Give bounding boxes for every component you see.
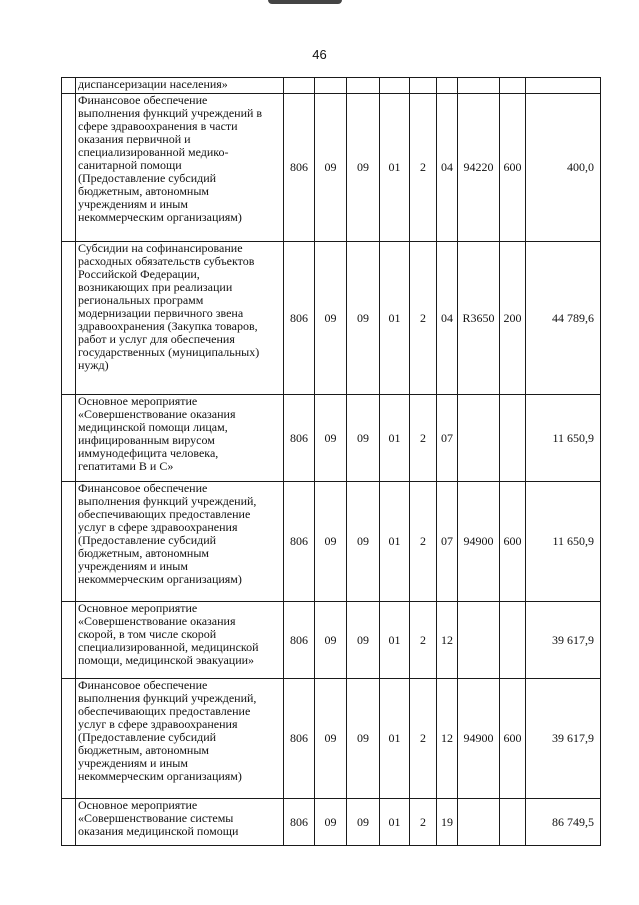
code-expense-type-cell: 600 <box>500 482 526 602</box>
code-subsection-cell: 09 <box>347 242 380 395</box>
code-ved-cell: 806 <box>284 395 315 482</box>
description-line: диспансеризации населения» <box>78 77 228 91</box>
amount-cell: 44 789,6 <box>526 242 601 395</box>
code-subsection-cell: 09 <box>347 799 380 846</box>
code-expense-type-cell <box>500 395 526 482</box>
code-subsection-cell: 09 <box>347 602 380 679</box>
amount-cell: 11 650,9 <box>526 395 601 482</box>
description-line: инфицированным вирусом <box>78 433 215 447</box>
code-event-cell: 04 <box>437 94 458 242</box>
description-line: учреждениям и иным <box>78 197 188 211</box>
table-row <box>62 78 601 94</box>
code-expense-type-cell: 600 <box>500 94 526 242</box>
description-line: некоммерческим организациям) <box>78 210 242 224</box>
code-direction-cell <box>458 395 500 482</box>
scan-artifact <box>268 0 342 4</box>
description-cell <box>76 602 284 679</box>
code-direction-cell <box>458 78 500 94</box>
code-program-cell: 01 <box>380 602 410 679</box>
description-line: обеспечивающих предоставление <box>78 507 251 521</box>
code-subprogram-cell: 2 <box>410 242 437 395</box>
description-line: выполнения функций учреждений, <box>78 494 257 508</box>
code-program-cell: 01 <box>380 679 410 799</box>
description-line: «Совершенствование системы <box>78 811 234 825</box>
description-line: бюджетным, автономным <box>78 546 209 560</box>
table-row <box>62 242 601 395</box>
description-line: медицинской помощи лицам, <box>78 420 228 434</box>
description-line: бюджетным, автономным <box>78 184 209 198</box>
row-number-cell <box>62 482 76 602</box>
code-event-cell: 12 <box>437 679 458 799</box>
description-line: сфере здравоохранения в части <box>78 119 238 133</box>
code-event-cell: 07 <box>437 482 458 602</box>
description-line: учреждениям и иным <box>78 559 188 573</box>
code-program-cell: 01 <box>380 242 410 395</box>
amount-cell: 11 650,9 <box>526 482 601 602</box>
code-ved-cell: 806 <box>284 799 315 846</box>
description-line: оказания медицинской помощи <box>78 824 239 838</box>
code-program-cell: 01 <box>380 395 410 482</box>
description-line: иммунодефицита человека, <box>78 446 219 460</box>
description-cell <box>76 482 284 602</box>
code-section-cell: 09 <box>315 482 347 602</box>
code-program-cell: 01 <box>380 94 410 242</box>
description-cell <box>76 395 284 482</box>
code-section-cell: 09 <box>315 94 347 242</box>
table-body <box>62 78 601 846</box>
description-line: Основное мероприятие <box>78 394 198 408</box>
description-line: гепатитами В и С» <box>78 459 174 473</box>
description-line: (Предоставление субсидий <box>78 533 217 547</box>
description-cell <box>76 679 284 799</box>
code-direction-cell <box>458 799 500 846</box>
description-line: модернизации первичного звена <box>78 306 244 320</box>
code-direction-cell: 94220 <box>458 94 500 242</box>
description-line: государственных (муниципальных) <box>78 345 260 359</box>
description-cell <box>76 94 284 242</box>
table-row <box>62 602 601 679</box>
description-line: Основное мероприятие <box>78 601 198 615</box>
description-line: выполнения функций учреждений в <box>78 106 263 120</box>
code-ved-cell: 806 <box>284 242 315 395</box>
description-line: некоммерческим организациям) <box>78 769 242 783</box>
code-subprogram-cell: 2 <box>410 482 437 602</box>
code-subprogram-cell: 2 <box>410 799 437 846</box>
code-direction-cell <box>458 602 500 679</box>
page-number: 46 <box>312 47 327 62</box>
code-expense-type-cell <box>500 78 526 94</box>
table-row <box>62 799 601 846</box>
description-line: специализированной медико- <box>78 145 229 159</box>
amount-cell: 400,0 <box>526 94 601 242</box>
description-line: Основное мероприятие <box>78 798 198 812</box>
code-section-cell: 09 <box>315 602 347 679</box>
description-cell <box>76 799 284 846</box>
code-event-cell: 19 <box>437 799 458 846</box>
table-row <box>62 94 601 242</box>
code-subsection-cell: 09 <box>347 482 380 602</box>
description-line: (Предоставление субсидий <box>78 730 217 744</box>
description-line: здравоохранения (Закупка товаров, <box>78 319 258 333</box>
code-section-cell <box>315 78 347 94</box>
code-ved-cell: 806 <box>284 482 315 602</box>
code-expense-type-cell: 200 <box>500 242 526 395</box>
code-ved-cell: 806 <box>284 679 315 799</box>
code-direction-cell: 94900 <box>458 482 500 602</box>
amount-cell: 39 617,9 <box>526 602 601 679</box>
description-line: выполнения функций учреждений, <box>78 691 257 705</box>
code-section-cell: 09 <box>315 679 347 799</box>
description-line: учреждениям и иным <box>78 756 188 770</box>
row-number-cell <box>62 94 76 242</box>
row-number-cell <box>62 78 76 94</box>
description-line: (Предоставление субсидий <box>78 171 217 185</box>
table-row <box>62 395 601 482</box>
description-line: Финансовое обеспечение <box>78 678 208 692</box>
code-ved-cell <box>284 78 315 94</box>
row-number-cell <box>62 679 76 799</box>
description-line: некоммерческим организациям) <box>78 572 242 586</box>
code-ved-cell: 806 <box>284 94 315 242</box>
code-event-cell: 04 <box>437 242 458 395</box>
row-number-cell <box>62 395 76 482</box>
description-line: Финансовое обеспечение <box>78 93 208 107</box>
code-program-cell <box>380 78 410 94</box>
description-line: Финансовое обеспечение <box>78 481 208 495</box>
code-program-cell: 01 <box>380 799 410 846</box>
amount-cell: 39 617,9 <box>526 679 601 799</box>
code-subsection-cell <box>347 78 380 94</box>
row-number-cell <box>62 602 76 679</box>
budget-table <box>61 77 601 846</box>
description-line: услуг в сфере здравоохранения <box>78 717 238 731</box>
description-line: бюджетным, автономным <box>78 743 209 757</box>
description-line: работ и услуг для обеспечения <box>78 332 235 346</box>
table-row <box>62 482 601 602</box>
description-line: услуг в сфере здравоохранения <box>78 520 238 534</box>
code-expense-type-cell: 600 <box>500 679 526 799</box>
row-number-cell <box>62 799 76 846</box>
description-line: региональных программ <box>78 293 204 307</box>
code-subprogram-cell: 2 <box>410 679 437 799</box>
table-row <box>62 679 601 799</box>
description-line: оказания первичной и <box>78 132 191 146</box>
description-line: «Совершенствование оказания <box>78 614 236 628</box>
code-section-cell: 09 <box>315 395 347 482</box>
description-cell <box>76 242 284 395</box>
amount-cell <box>526 78 601 94</box>
row-number-cell <box>62 242 76 395</box>
code-expense-type-cell <box>500 799 526 846</box>
code-subsection-cell: 09 <box>347 395 380 482</box>
description-line: «Совершенствование оказания <box>78 407 236 421</box>
description-line: Субсидии на софинансирование <box>78 241 243 255</box>
code-direction-cell: R3650 <box>458 242 500 395</box>
description-line: нужд) <box>78 358 109 372</box>
description-line: помощи, медицинской эвакуации» <box>78 653 255 667</box>
code-event-cell: 12 <box>437 602 458 679</box>
description-line: специализированной, медицинской <box>78 640 259 654</box>
code-section-cell: 09 <box>315 799 347 846</box>
description-line: обеспечивающих предоставление <box>78 704 251 718</box>
code-subprogram-cell: 2 <box>410 94 437 242</box>
code-event-cell: 07 <box>437 395 458 482</box>
code-section-cell: 09 <box>315 242 347 395</box>
description-cell <box>76 78 284 94</box>
description-line: Российской Федерации, <box>78 267 200 281</box>
code-direction-cell: 94900 <box>458 679 500 799</box>
amount-cell: 86 749,5 <box>526 799 601 846</box>
code-subsection-cell: 09 <box>347 679 380 799</box>
code-program-cell: 01 <box>380 482 410 602</box>
description-line: скорой, в том числе скорой <box>78 627 217 641</box>
code-subprogram-cell: 2 <box>410 395 437 482</box>
code-subprogram-cell: 2 <box>410 602 437 679</box>
code-expense-type-cell <box>500 602 526 679</box>
description-line: расходных обязательств субъектов <box>78 254 255 268</box>
code-ved-cell: 806 <box>284 602 315 679</box>
code-subsection-cell: 09 <box>347 94 380 242</box>
description-line: возникающих при реализации <box>78 280 233 294</box>
code-subprogram-cell <box>410 78 437 94</box>
code-event-cell <box>437 78 458 94</box>
description-line: санитарной помощи <box>78 158 182 172</box>
